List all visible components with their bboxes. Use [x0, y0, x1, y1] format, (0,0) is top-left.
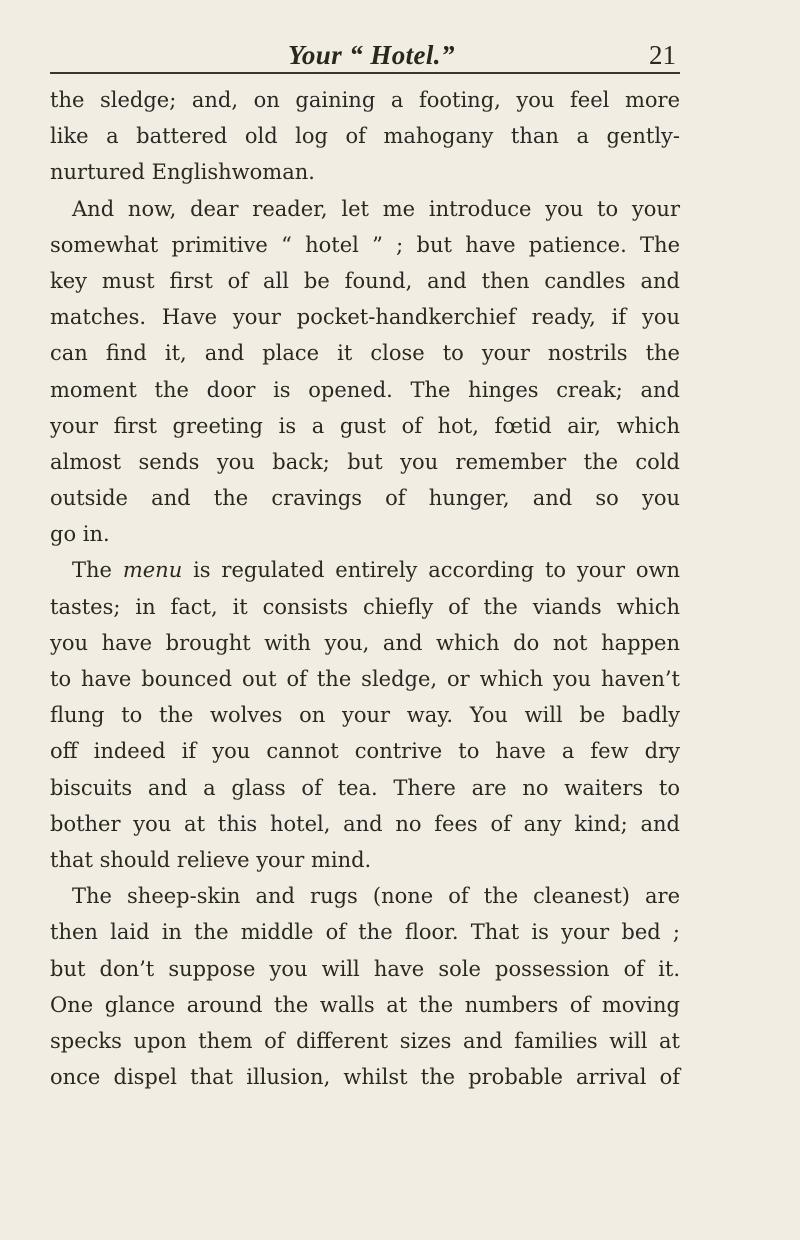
running-head: Your “ Hotel.” [288, 40, 455, 70]
text-line: almost sends you back; but you remember the cold [50, 449, 680, 474]
text-line: bother you at this hotel, and no fees of any kind; and [50, 811, 680, 836]
body-text [50, 82, 680, 1095]
text-line: And now, dear reader, let me introduce you to your [72, 196, 680, 221]
text-line: tastes; in fact, it consists chiefly of the viands which [50, 594, 680, 619]
text-line: off indeed if you cannot contrive to have a few dry [50, 739, 680, 764]
text-span: The [72, 558, 123, 583]
text-line: biscuits and a glass of tea. There are no waiters to [50, 775, 680, 800]
header-rule [50, 72, 680, 74]
text-line: specks upon them of different sizes and families will at [50, 1028, 680, 1053]
text-line: can find it, and place it close to your nostrils the [50, 341, 680, 366]
book-page [50, 0, 682, 1240]
text-line: your first greeting is a gust of hot, fœtid air, which [50, 413, 680, 438]
text-line: matches. Have your pocket-handkerchief ready, if you [50, 305, 680, 330]
text-line: you have brought with you, and which do not happen [50, 630, 680, 655]
text-line: that should relieve your mind. [50, 847, 372, 872]
text-line: One glance around the walls at the numbers of moving [50, 992, 680, 1017]
page-number: 21 [649, 40, 676, 70]
text-line: the sledge; and, on gaining a footing, you feel more [50, 88, 680, 112]
text-line: moment the door is opened. The hinges creak; and [50, 377, 680, 402]
text-line: The sheep-skin and rugs (none of the cleanest) are [72, 884, 680, 909]
italic-word: menu [122, 558, 183, 583]
text-line: outside and the cravings of hunger, and so you [50, 486, 680, 511]
text-span: is regulated entirely according to your own [182, 558, 680, 583]
text-line: somewhat primitive “ hotel ” ; but have patience. The [50, 232, 680, 257]
text-line: then laid in the middle of the floor. That is your bed ; [50, 920, 680, 945]
text-line [50, 552, 680, 588]
text-line: like a battered old log of mahogany than a gently- [50, 124, 680, 149]
text-line: go in. [50, 522, 110, 547]
text-line: once dispel that illusion, whilst the probable arrival of [50, 1065, 680, 1090]
text-line: to have bounced out of the sledge, or which you haven’t [50, 667, 680, 691]
text-line: flung to the wolves on your way. You will be badly [50, 703, 680, 728]
text-line: but don’t suppose you will have sole possession of it. [50, 956, 680, 981]
text-line: nurtured Englishwoman. [50, 160, 315, 185]
page-header [50, 22, 682, 70]
text-line: key must first of all be found, and then candles and [50, 268, 680, 293]
